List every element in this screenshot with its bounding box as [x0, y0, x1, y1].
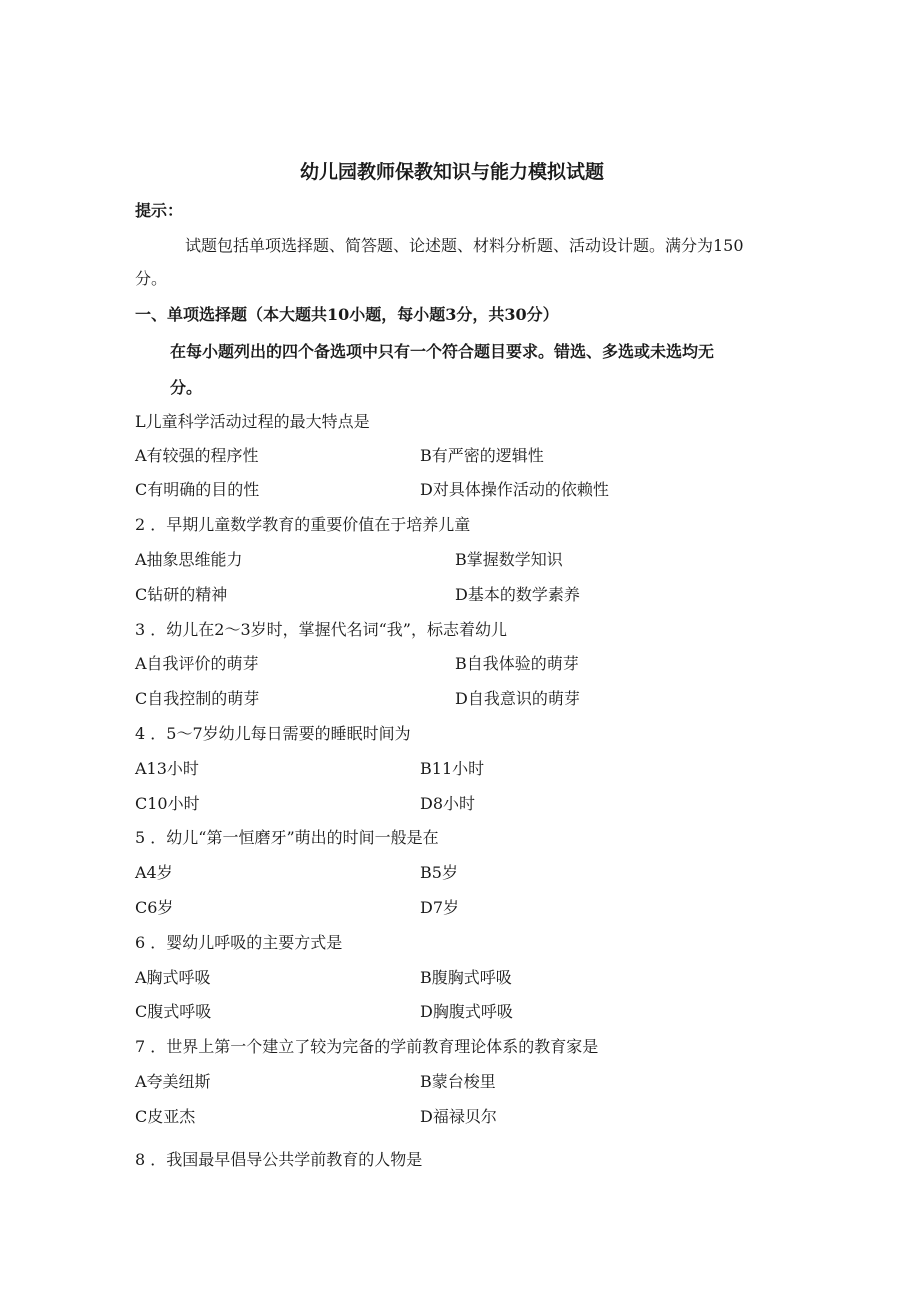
question-option-b: B腹胸式呼吸 — [420, 968, 512, 987]
question-option-d: D8小时 — [420, 794, 476, 813]
question-option-a: A4岁 — [135, 863, 173, 882]
question-stem: 4 ．5～7岁幼儿每日需要的睡眠时间为 — [135, 724, 411, 743]
question-option-a: A自我评价的萌芽 — [135, 654, 259, 673]
question-stem: 7 ．世界上第一个建立了较为完备的学前教育理论体系的教育家是 — [135, 1037, 599, 1056]
question-stem: 5 ．幼儿“第一恒磨牙”萌出的时间一般是在 — [135, 828, 439, 847]
question-option-c: C钻研的精神 — [135, 585, 228, 604]
question-stem: 3 ．幼儿在2～3岁时，掌握代名词“我”，标志着幼儿 — [135, 620, 507, 639]
question-option-c: C自我控制的萌芽 — [135, 689, 260, 708]
question-option-b: B5岁 — [420, 863, 458, 882]
question-stem: L儿童科学活动过程的最大特点是 — [135, 412, 370, 431]
section-instruction-line1: 在每小题列出的四个备选项中只有一个符合题目要求。错选、多选或未选均无 — [170, 342, 715, 361]
question-stem: 8 ．我国最早倡导公共学前教育的人物是 — [135, 1150, 423, 1169]
intro-text-line2: 分。 — [135, 269, 168, 288]
intro-text-line1: 试题包括单项选择题、简答题、论述题、材料分析题、活动设计题。满分为150 — [185, 236, 744, 255]
question-option-c: C腹式呼吸 — [135, 1002, 212, 1021]
question-option-c: C6岁 — [135, 898, 174, 917]
question-option-c: C10小时 — [135, 794, 200, 813]
question-stem: 2 ．早期儿童数学教育的重要价值在于培养儿童 — [135, 515, 471, 534]
question-option-d: D7岁 — [420, 898, 460, 917]
question-option-b: B11小时 — [420, 759, 485, 778]
section-heading: 一、单项选择题（本大题共10小题，每小题3分，共30分） — [135, 305, 559, 324]
question-option-a: A13小时 — [135, 759, 199, 778]
question-option-d: D胸腹式呼吸 — [420, 1002, 513, 1021]
hint-label: 提示： — [135, 201, 184, 220]
section-instruction-line2: 分。 — [170, 378, 203, 397]
question-option-a: A胸式呼吸 — [135, 968, 211, 987]
question-stem: 6 ．婴幼儿呼吸的主要方式是 — [135, 933, 343, 952]
question-option-c: C皮亚杰 — [135, 1107, 196, 1126]
question-option-b: B蒙台梭里 — [420, 1072, 496, 1091]
question-option-a: A抽象思维能力 — [135, 550, 243, 569]
document-title: 幼儿园教师保教知识与能力模拟试题 — [300, 161, 605, 183]
question-option-c: C有明确的目的性 — [135, 480, 260, 499]
question-option-b: B掌握数学知识 — [455, 550, 563, 569]
question-option-b: B自我体验的萌芽 — [455, 654, 579, 673]
question-option-b: B有严密的逻辑性 — [420, 446, 544, 465]
question-option-d: D福禄贝尔 — [420, 1107, 497, 1126]
question-option-d: D基本的数学素养 — [455, 585, 580, 604]
question-option-a: A有较强的程序性 — [135, 446, 259, 465]
question-option-d: D自我意识的萌芽 — [455, 689, 580, 708]
question-option-d: D对具体操作活动的依赖性 — [420, 480, 609, 499]
question-option-a: A夸美纽斯 — [135, 1072, 211, 1091]
